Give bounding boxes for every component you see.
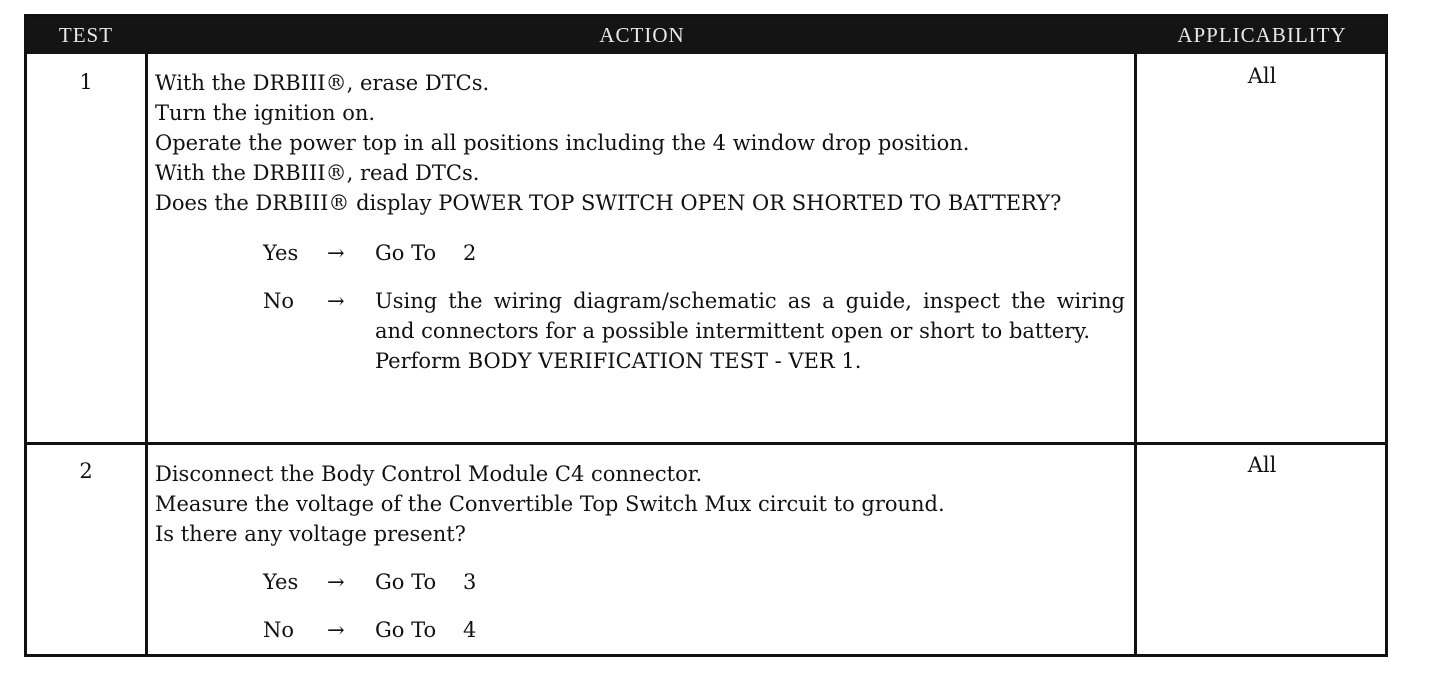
action-question: Does the DRBIII® display POWER TOP SWITCH OPEN OR SHORTED TO BATTERY? bbox=[155, 191, 1062, 215]
action-step: With the DRBIII®, read DTCs. bbox=[155, 161, 480, 185]
action-step: Disconnect the Body Control Module C4 connector. bbox=[155, 462, 703, 486]
test-number: 2 bbox=[79, 459, 93, 483]
applicability-value: All bbox=[1247, 453, 1277, 477]
action-step: With the DRBIII®, erase DTCs. bbox=[155, 71, 490, 95]
action-step: Operate the power top in all positions including the 4 window drop position. bbox=[155, 131, 970, 155]
table-row-test-2 bbox=[27, 445, 1385, 654]
result-no bbox=[155, 615, 1125, 645]
goto-target: 3 bbox=[463, 570, 477, 594]
result-yes bbox=[155, 238, 1125, 268]
arrow-icon: → bbox=[327, 570, 345, 594]
header-applicability: APPLICABILITY bbox=[1177, 23, 1347, 47]
goto-label: Go To bbox=[375, 241, 437, 265]
result-yes-label: Yes bbox=[263, 241, 299, 265]
action-step: Is there any voltage present? bbox=[155, 522, 466, 546]
applicability-value: All bbox=[1247, 64, 1277, 88]
goto-target: 2 bbox=[463, 241, 477, 265]
table-row-test-1 bbox=[27, 54, 1385, 445]
action-step: Turn the ignition on. bbox=[155, 101, 376, 125]
action-text bbox=[155, 68, 1125, 376]
table-header-row bbox=[27, 17, 1385, 54]
result-no-instruction-2: Perform BODY VERIFICATION TEST - VER 1. bbox=[375, 349, 862, 373]
result-yes bbox=[155, 567, 1125, 597]
arrow-icon: → bbox=[327, 241, 345, 265]
result-no-instruction: Using the wiring diagram/schematic as a guide, inspect the wiring and connectors for a possible intermittent open or short to battery. bbox=[375, 289, 1125, 343]
result-yes-label: Yes bbox=[263, 570, 299, 594]
action-text bbox=[155, 459, 1125, 645]
result-no-label: No bbox=[263, 289, 295, 313]
goto-target: 4 bbox=[463, 618, 477, 642]
goto-label: Go To bbox=[375, 570, 437, 594]
header-test: TEST bbox=[58, 23, 114, 47]
action-step: Measure the voltage of the Convertible Top Switch Mux circuit to ground. bbox=[155, 492, 945, 516]
goto-label: Go To bbox=[375, 618, 437, 642]
result-no-label: No bbox=[263, 618, 295, 642]
header-action: ACTION bbox=[599, 23, 685, 47]
result-no bbox=[155, 286, 1125, 376]
arrow-icon: → bbox=[327, 289, 345, 313]
diagnostic-test-table bbox=[24, 14, 1388, 657]
arrow-icon: → bbox=[327, 618, 345, 642]
test-number: 1 bbox=[79, 70, 93, 94]
